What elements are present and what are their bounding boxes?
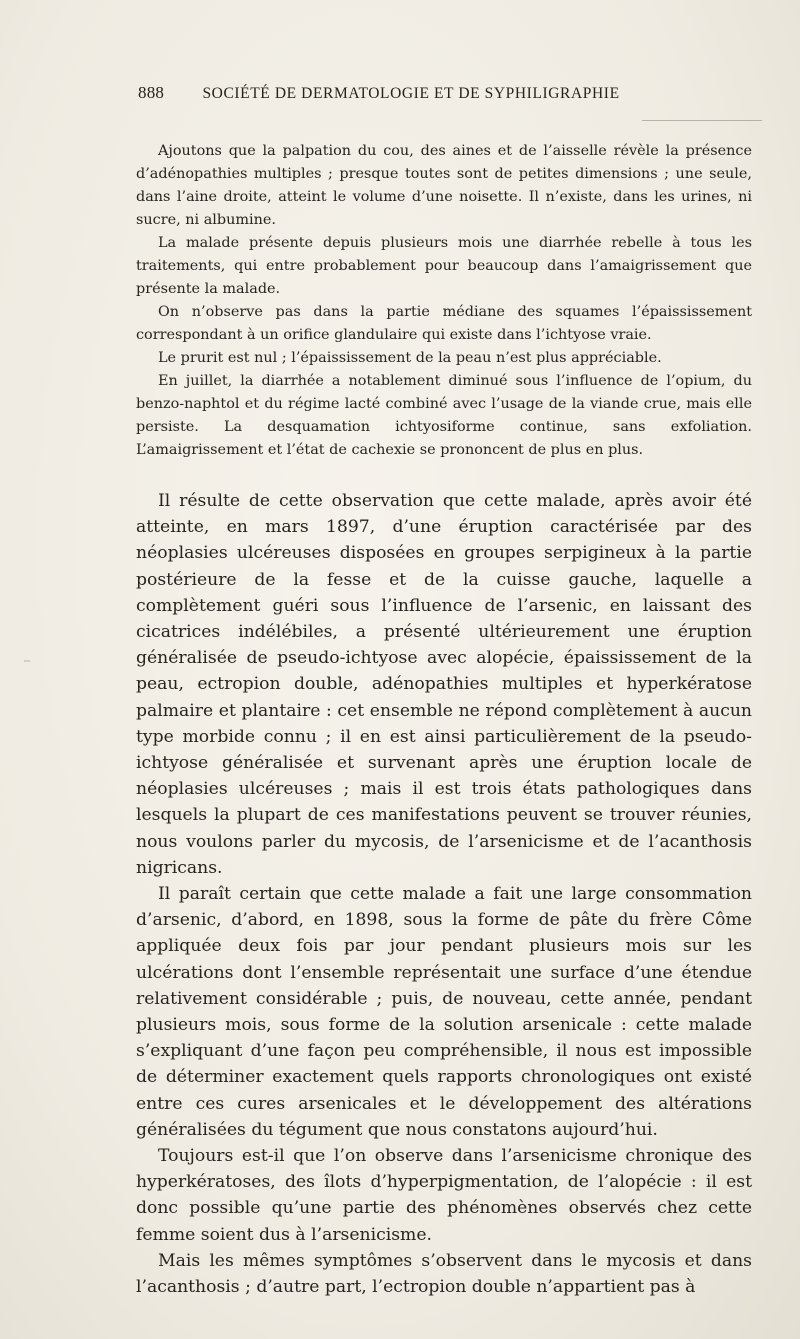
paragraph-result: Il résulte de cette observation que cette malade, après avoir été atteinte, en mars 1897, d’une éruption caractérisée par des néoplasies ulcéreuses disposées en groupes serpigineux à la partie postérieure de la fesse et de la cuisse gauche, laquelle a complètement guéri sous l’influence de l’arsenic, en laissant des cicatrices indélébiles, a présenté ultérieurement une éruption généralisée de pseudo-ichtyose avec alopécie, épaississement de la peau, ectropion double, adénopathies multiples et hyperkératose palmaire et plantaire : cet ensemble ne répond complètement à aucun type morbide connu ; il en est ainsi particulièrement de la pseudo-ichtyose généralisée et survenant après une éruption locale de néoplasies ulcéreuses ; mais il est trois états pathologiques dans lesquels la plupart de ces manifestations peuvent se trouver réunies, nous voulons parler du mycosis, de l’arsenicisme et de l’acanthosis nigricans. <box>136 491 752 878</box>
paragraph-symptoms: Mais les mêmes symptômes s’observent dans le mycosis et dans l’acanthosis ; d’autre part, l’ectropion double n’appartient pas à <box>136 1250 752 1298</box>
paragraph-squames: On n’observe pas dans la partie médiane des squames l’épaississement correspondant à un orifice glandulaire qui existe dans l’ichtyose vraie. <box>136 304 752 343</box>
observation-text <box>136 140 752 462</box>
paragraph-arsenicism: Toujours est-il que l’on observe dans l’arsenicisme chronique des hyperkératoses, des îlots d’hyperpigmentation, de l’alopécie : il est donc possible qu’une partie des phénomènes observés chez cette femme soient dus à l’arsenicisme. <box>136 1146 752 1245</box>
page-header <box>138 83 698 103</box>
header-rule <box>642 120 762 121</box>
page-number: 888 <box>138 83 165 102</box>
paragraph-prurit: Le prurit est nul ; l’épaississement de la peau n’est plus appréciable. <box>158 350 662 366</box>
scan-shadow-mark <box>24 660 30 662</box>
paragraph-arsenic: Il paraît certain que cette malade a fait une large consommation d’arsenic, d’abord, en 1898, sous la forme de pâte du frère Côme appliquée deux fois par jour pendant plusieurs mois sur les ulcérations dont l’ensemble représentait une surface d’une étendue relativement considérable ; puis, de nouveau, cette année, pendant plusieurs mois, sous forme de la solution arsenicale : cette malade s’expliquant d’une façon peu compréhensible, il nous est impossible de déterminer exactement quels rapports chronologiques ont existé entre ces cures arsenicales et le développement des altérations généralisées du tégument que nous constatons aujourd’hui. <box>136 884 752 1140</box>
paragraph-adenopathies: Ajoutons que la palpation du cou, des aines et de l’aisselle révèle la présence d’adénopathies multiples ; presque toutes sont de petites dimensions ; une seule, dans l’aine droite, atteint le volume d’une noisette. Il n’existe, dans les urines, ni sucre, ni albumine. <box>136 143 752 228</box>
paragraph-diarrhea: La malade présente depuis plusieurs mois une diarrhée rebelle à tous les traitements, qui entre probablement pour beaucoup dans l’amaigrissement que présente la malade. <box>136 235 752 297</box>
discussion-text <box>136 488 752 1300</box>
running-title: SOCIÉTÉ DE DERMATOLOGIE ET DE SYPHILIGRAPHIE <box>202 85 620 102</box>
paragraph-july: En juillet, la diarrhée a notablement diminué sous l’influence de l’opium, du benzo-naphtol et du régime lacté combiné avec l’usage de la viande crue, mais elle persiste. La desquamation ichtyosiforme continue, sans exfoliation. L’amaigrissement et l’état de cachexie se prononcent de plus en plus. <box>136 373 752 458</box>
